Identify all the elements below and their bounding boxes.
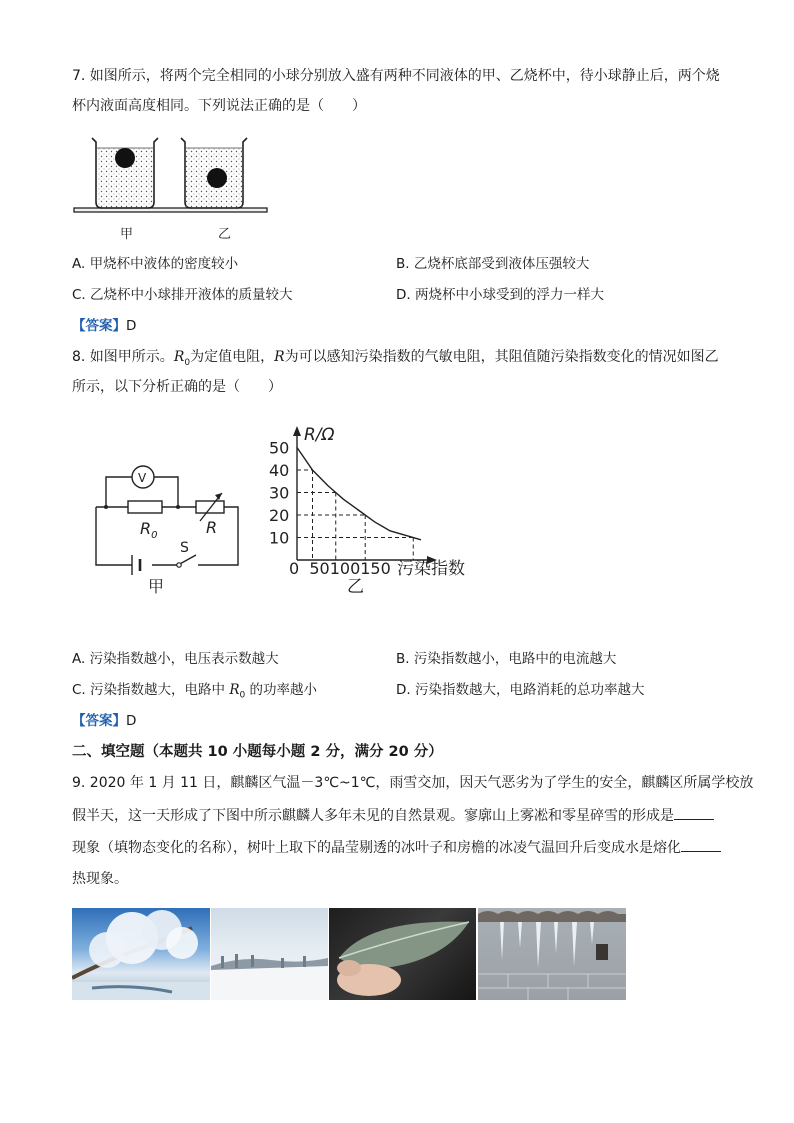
junction-right (176, 505, 180, 509)
y-tick-label: 50 (269, 438, 290, 458)
circuit-caption: 甲 (148, 577, 165, 595)
q7-stem-line2: 杯内液面高度相同。下列说法正确的是（ ） (72, 98, 366, 114)
q7-stem-line1: 7. 如图所示，将两个完全相同的小球分别放入盛有两种不同液体的甲、乙烧杯中，待小球静止后，两个烧 (72, 68, 720, 84)
q7-beaker-figure (70, 130, 270, 245)
q7-option-a: A. 甲烧杯中液体的密度较小 (72, 256, 239, 272)
beaker-jia (92, 138, 158, 208)
q8-option-b: B. 污染指数越小，电路中的电流越大 (396, 651, 617, 667)
q8-answer (72, 711, 136, 731)
q8-option-c (72, 680, 317, 706)
switch-pivot (177, 563, 181, 567)
beaker-yi (181, 138, 247, 208)
r-label: R (206, 518, 218, 537)
photo-ice-leaf (329, 908, 476, 1000)
q8-option-d: D. 污染指数越大，电路消耗的总功率越大 (396, 682, 645, 698)
photo-snowy-hill (211, 908, 328, 1000)
q8-option-c-r: R (229, 682, 240, 698)
y-tick-label: 30 (269, 483, 290, 503)
q9-stem-line2 (72, 805, 732, 826)
photo-icicles (478, 908, 626, 1000)
y-tick-label: 10 (269, 528, 290, 548)
q7-answer (72, 316, 136, 336)
q8-stem-part2: 为定值电阻， (190, 349, 275, 365)
answer-tag: 【答案】 (72, 713, 126, 729)
q8-stem-part3: 为可以感知污染指数的气敏电阻，其阻值随污染指数变化的情况如图乙 (284, 349, 719, 365)
q8-option-c-part2: 的功率越小 (245, 682, 318, 698)
q8-circuit-figure (88, 455, 248, 595)
resistor-r (196, 501, 224, 513)
q8-resistance-chart (255, 420, 495, 600)
y-tick-label: 20 (269, 506, 290, 525)
q7-option-c: C. 乙烧杯中小球排开液体的质量较大 (72, 287, 293, 303)
q9-stem-line4: 热现象。 (72, 871, 128, 887)
resistance-curve (297, 448, 421, 540)
r0-subscript: 0 (184, 357, 191, 368)
q8-option-c-part1: C. 污染指数越大，电路中 (72, 682, 230, 698)
label-jia: 甲 (120, 227, 134, 242)
q9-stem-line2-text: 假半天，这一天形成了下图中所示麒麟人多年未见的自然景观。寥廓山上雾凇和零星碎雪的形成是 (72, 808, 674, 824)
q8-stem-line1 (72, 347, 732, 373)
answer-tag: 【答案】 (72, 318, 126, 334)
answer-value: D (126, 713, 137, 729)
resistor-r0 (128, 501, 162, 513)
photo-frosted-tree (72, 908, 210, 1000)
switch-label: S (180, 540, 189, 556)
y-axis-arrow (293, 426, 301, 436)
r0-symbol: R (173, 349, 185, 365)
q7-option-d: D. 两烧杯中小球受到的浮力一样大 (396, 287, 604, 303)
y-tick-label: 40 (269, 461, 290, 480)
fill-blank-2[interactable] (681, 837, 721, 852)
x-tick-labels: 0 50100150 (289, 559, 391, 578)
r-symbol: R (274, 349, 285, 365)
graph-caption: 乙 (347, 577, 364, 597)
voltmeter-label: V (138, 471, 147, 485)
r0-label: $R_0$ (140, 519, 158, 541)
x-axis-label: 污染指数 (397, 559, 465, 579)
fill-blank-1[interactable] (674, 805, 714, 820)
q9-stem-line3 (72, 837, 732, 858)
section-heading: 二、填空题（本题共 10 小题每小题 2 分，满分 20 分） (72, 744, 443, 760)
ball-jia (115, 148, 135, 168)
ball-yi (207, 168, 227, 188)
q8-stem-part1: 8. 如图甲所示。 (72, 349, 174, 365)
y-axis-label: R/Ω (304, 425, 335, 445)
chart-axes (297, 430, 433, 560)
answer-value: D (126, 318, 137, 334)
q8-option-c-sub: 0 (239, 690, 246, 701)
q9-stem-line1: 9. 2020 年 1 月 11 日，麒麟区气温－3℃~1℃，雨雪交加，因天气恶劣为了学生的安全，麒麟区所属学校放 (72, 775, 754, 791)
q8-option-a: A. 污染指数越小，电压表示数越大 (72, 651, 279, 667)
label-yi: 乙 (218, 227, 232, 242)
junction-left (104, 505, 108, 509)
q8-stem-line2: 所示，以下分析正确的是（ ） (72, 379, 282, 395)
q7-option-b: B. 乙烧杯底部受到液体压强较大 (396, 256, 590, 272)
q9-stem-line3-text: 现象（填物态变化的名称），树叶上取下的晶莹剔透的冰叶子和房檐的冰凌气温回升后变成水是熔化 (72, 840, 681, 856)
